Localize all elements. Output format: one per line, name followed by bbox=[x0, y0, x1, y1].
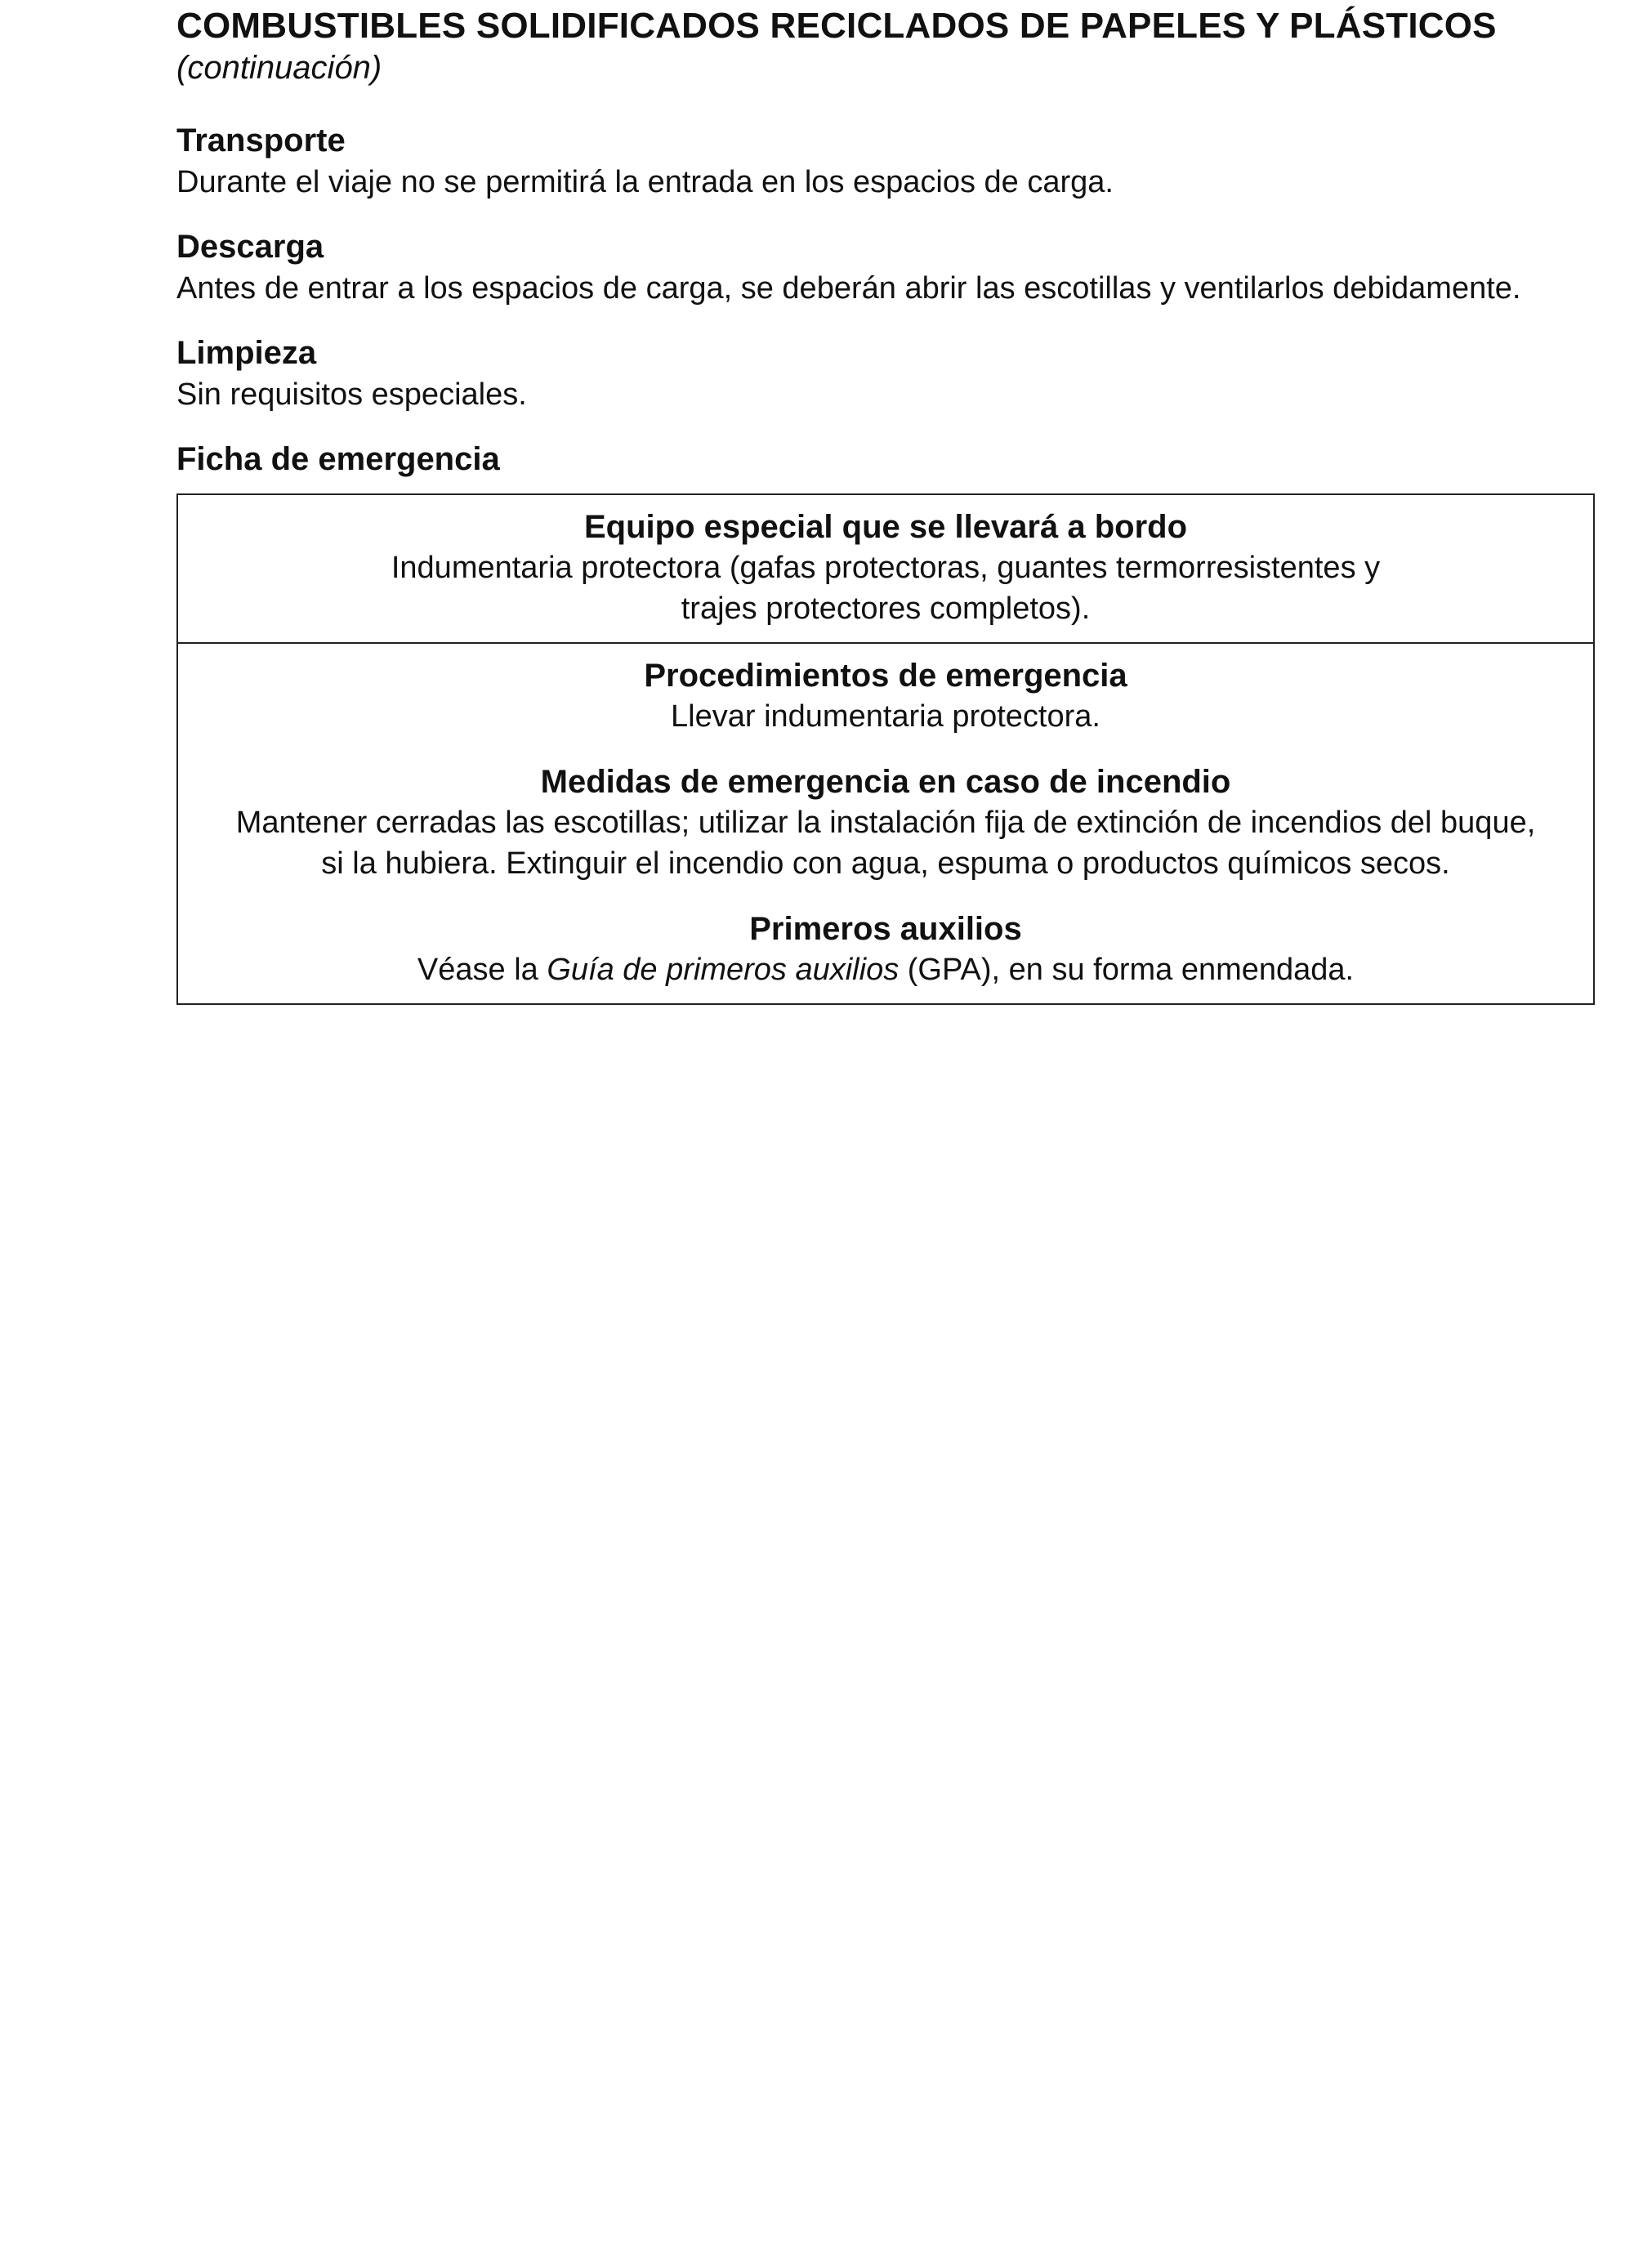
section-limpieza bbox=[176, 332, 1598, 415]
document-page bbox=[176, 5, 1598, 1005]
document-subtitle: (continuación) bbox=[176, 50, 382, 86]
document-title: COMBUSTIBLES SOLIDIFICADOS RECICLADOS DE PAPELES Y PLÁSTICOS bbox=[176, 6, 1497, 46]
procedures-text: Llevar indumentaria protectora. bbox=[671, 699, 1100, 734]
first-aid-heading: Primeros auxilios bbox=[749, 911, 1022, 947]
fire-measures-heading: Medidas de emergencia en caso de incendio bbox=[540, 764, 1231, 800]
first-aid-suffix: (GPA), en su forma enmendada. bbox=[899, 953, 1355, 987]
fire-measures-text-line-2: si la hubiera. Extinguir el incendio con agua, espuma o productos químicos secos. bbox=[321, 846, 1450, 881]
emergency-heading: Ficha de emergencia bbox=[176, 441, 500, 477]
equipment-text-line-2: trajes protectores completos). bbox=[681, 592, 1091, 626]
first-aid-text bbox=[194, 949, 1577, 990]
fire-measures-text-line-1: Mantener cerradas las escotillas; utilizar la instalación fija de extinción de incendios del buque, bbox=[235, 806, 1536, 840]
first-aid-guide-title: Guía de primeros auxilios bbox=[547, 953, 900, 987]
procedures-heading: Procedimientos de emergencia bbox=[644, 658, 1127, 694]
section-heading-transporte: Transporte bbox=[176, 123, 346, 158]
section-body-transporte: Durante el viaje no se permitirá la entrada en los espacios de carga. bbox=[176, 165, 1114, 199]
equipment-heading: Equipo especial que se llevará a bordo bbox=[583, 509, 1188, 545]
equipment-text bbox=[194, 547, 1577, 629]
section-body-descarga: Antes de entrar a los espacios de carga, se deberán abrir las escotillas y ventilarlos debidamente. bbox=[176, 271, 1521, 306]
procedures-block bbox=[178, 642, 1593, 1003]
emergency-box bbox=[176, 493, 1595, 1005]
first-aid-prefix: Véase la bbox=[417, 953, 547, 987]
equipment-block bbox=[178, 495, 1593, 642]
section-descarga bbox=[176, 225, 1598, 309]
equipment-text-line-1: Indumentaria protectora (gafas protectoras, guantes termorresistentes y bbox=[391, 551, 1381, 585]
section-body-limpieza: Sin requisitos especiales. bbox=[176, 377, 527, 412]
fire-measures-text bbox=[194, 802, 1577, 884]
section-heading-limpieza: Limpieza bbox=[176, 335, 317, 371]
section-heading-descarga: Descarga bbox=[176, 229, 324, 265]
section-transporte bbox=[176, 119, 1598, 203]
